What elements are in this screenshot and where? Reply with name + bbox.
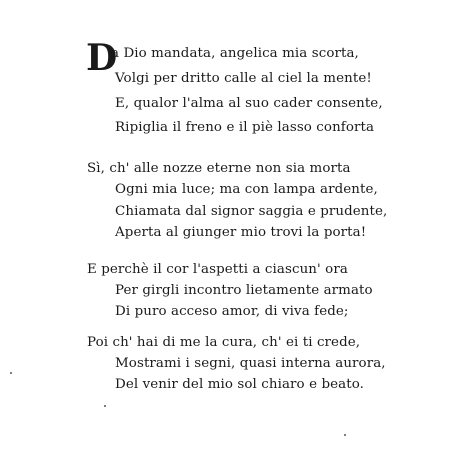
print-speck xyxy=(10,372,12,374)
poem-line: Ripiglia il freno e il piè lasso conforta xyxy=(115,120,375,135)
poem-line: Aperta al giunger mio trovi la porta! xyxy=(115,225,367,240)
poem-line: Poi ch' hai di me la cura, ch' ei ti crede, xyxy=(87,335,361,350)
poem-line: E perchè il cor l'aspetti a ciascun' ora xyxy=(87,262,348,277)
poem-line: a Dio mandata, angelica mia scorta, xyxy=(111,46,359,61)
poem-line: Chiamata dal signor saggia e prudente, xyxy=(115,204,388,219)
poem-line: Di puro acceso amor, di viva fede; xyxy=(115,304,349,319)
poem-line: Volgi per dritto calle al ciel la mente! xyxy=(115,71,372,86)
print-speck xyxy=(104,405,106,407)
print-speck xyxy=(344,434,346,436)
poem-line: E, qualor l'alma al suo cader consente, xyxy=(115,96,383,111)
poem-line: Mostrami i segni, quasi interna aurora, xyxy=(115,356,386,371)
poem-line: Del venir del mio sol chiaro e beato. xyxy=(115,377,364,392)
poem-line: Sì, ch' alle nozze eterne non sia morta xyxy=(87,161,351,176)
drop-cap: D xyxy=(86,37,118,79)
poem-line: Ogni mia luce; ma con lampa ardente, xyxy=(115,182,378,197)
poem-line: Per girgli incontro lietamente armato xyxy=(115,283,373,298)
